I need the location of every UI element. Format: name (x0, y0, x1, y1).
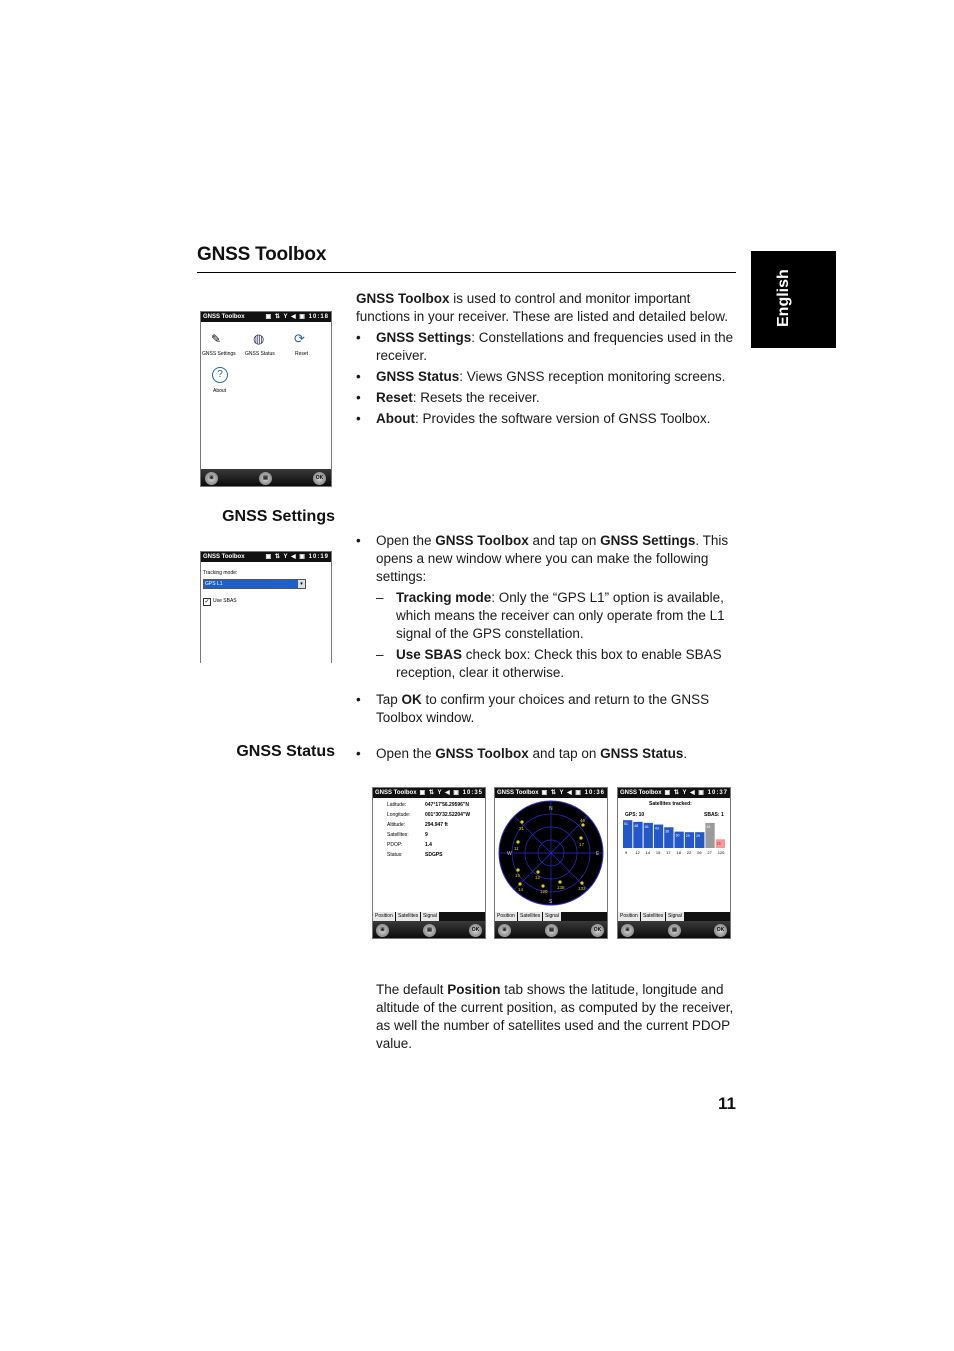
title-bar: GNSS Toolbox ▣ ⇅ Y ◀ ▣ 10:37 (620, 790, 728, 796)
list-item: • GNSS Settings: Constellations and frequencies used in the receiver. (356, 329, 738, 365)
position-row-label: Satellites: (387, 832, 409, 838)
tab-position: Position (497, 913, 515, 919)
chevron-down-icon: ▾ (298, 580, 305, 588)
prn-label: 27 (707, 850, 712, 855)
list-item: • Tap OK to confirm your choices and return to the GNSS Toolbox window. (356, 691, 738, 727)
list-item: • Open the GNSS Toolbox and tap on GNSS Settings. This opens a new window where you can make the following settings: – Tracking mode: Only the “GPS L1” option is available, which means the receiver can only operate from the L1 signal of the GPS constellation. – Use SBAS check box: Check this box to enable SBAS reception, clear it otherwise. (356, 532, 738, 682)
tab-row (373, 912, 485, 921)
start-icon: ⊞ (498, 924, 511, 937)
title-bar: GNSS Toolbox ▣ ⇅ Y ◀ ▣ 10:35 (375, 790, 483, 796)
signal-chart (621, 818, 727, 858)
sub-item-tracking: – Tracking mode: Only the “GPS L1” option is available, which means the receiver can only operate from the L1 signal of the GPS constellation. (376, 589, 738, 643)
ok-icon: OK (469, 924, 482, 937)
status-section (356, 745, 738, 766)
bar-value-label: 29 (685, 834, 690, 839)
sat-label: 15 (515, 873, 521, 878)
about-icon: ? (212, 367, 228, 383)
sat-label: 17 (579, 842, 585, 847)
prn-label: 15 (655, 850, 661, 855)
tab-signal: Signal (423, 913, 437, 919)
bar-value-label: 46 (644, 824, 649, 829)
icon-label-settings: GNSS Settings (202, 351, 236, 357)
compass-n: N (549, 806, 553, 812)
globe-icon: ◍ (253, 331, 265, 346)
status-icons: ▣ ⇅ Y ◀ ▣ (664, 790, 708, 796)
list-item: • About: Provides the software version of GNSS Toolbox. (356, 410, 738, 428)
position-row-label: Longitude: (387, 812, 411, 818)
bar-value-label: 48 (634, 823, 639, 828)
position-row-label: Latitude: (387, 802, 407, 808)
tracking-mode-label: Tracking mode: (203, 570, 238, 576)
ok-icon: OK (591, 924, 604, 937)
page-number: 11 (718, 1094, 736, 1113)
prn-label: 17 (666, 850, 671, 855)
title-rule (197, 272, 736, 273)
sub-item-sbas: – Use SBAS check box: Check this box to enable SBAS reception, clear it otherwise. (376, 646, 738, 682)
position-row-label: PDOP: (387, 842, 403, 848)
tracking-mode-select: GPS L1 ▾ (203, 579, 306, 589)
prn-label: 18 (676, 850, 681, 855)
prn-label: 9 (625, 850, 628, 855)
start-icon: ⊞ (205, 472, 218, 485)
start-icon: ⊞ (376, 924, 389, 937)
sat-label: 133 (578, 886, 586, 891)
start-icon: ⊞ (621, 924, 634, 937)
position-row-value: 9 (425, 832, 428, 838)
prn-label: 22 (686, 850, 692, 855)
section-heading-settings: GNSS Settings (222, 508, 335, 525)
settings-icon: ✎ (211, 332, 222, 346)
satellites-screenshot (494, 787, 608, 939)
tab-satellites: Satellites (520, 913, 541, 919)
tab-satellites: Satellites (643, 913, 664, 919)
position-row-label: Altitude: (387, 822, 406, 828)
tab-position: Position (620, 913, 638, 919)
language-tab (751, 251, 836, 348)
settings-list (356, 532, 738, 727)
sat-label: 11 (514, 846, 519, 851)
status-icons: ▣ ⇅ Y ◀ ▣ (265, 554, 309, 560)
icon-label-about: About (213, 388, 227, 394)
bar-value-label: 29 (696, 834, 701, 839)
bottom-bar (201, 469, 331, 486)
intro-section (356, 290, 738, 431)
position-tab-paragraph: The default Position tab shows the latitude, longitude and altitude of the current position, as computed by the receiver, as well the number of satellites used and the current PDOP value. (376, 982, 734, 1051)
sky-plot (498, 800, 604, 906)
keyboard-icon: ▤ (423, 924, 436, 937)
sat-label: 46 (580, 818, 586, 823)
keyboard-icon: ▤ (668, 924, 681, 937)
intro-list (356, 329, 738, 428)
intro-paragraph: GNSS Toolbox is used to control and monitor important functions in your receiver. These are listed and detailed below. (356, 291, 728, 324)
list-item: • GNSS Status: Views GNSS reception monitoring screens. (356, 368, 738, 386)
position-row-value: SDGPS (425, 852, 443, 858)
sat-label: 31 (519, 826, 525, 831)
language-tab-label: English (775, 269, 792, 327)
title-bar: GNSS Toolbox ▣ ⇅ Y ◀ ▣ 10:36 (497, 790, 605, 796)
toolbox-main-screenshot (200, 311, 332, 487)
prn-label: 120 (717, 850, 725, 855)
bar-value-label: 30 (675, 833, 680, 838)
prn-label: 26 (697, 850, 702, 855)
sat-label: 138 (557, 885, 565, 890)
status-icons: ▣ ⇅ Y ◀ ▣ (541, 790, 585, 796)
reset-icon: ⟳ (294, 331, 305, 346)
bar-value-label: 16 (716, 841, 721, 846)
title-bar: GNSS Toolbox ▣ ⇅ Y ◀ ▣ 10:19 (203, 554, 329, 560)
position-row-label: Status: (387, 852, 403, 858)
position-row-value: 047°17'56.29596"N (425, 802, 469, 808)
compass-s: S (549, 899, 553, 905)
signal-heading: Satellites tracked: (649, 801, 692, 807)
bar-value-label: 51 (624, 822, 628, 827)
ok-icon: OK (714, 924, 727, 937)
position-row-value: 1.4 (425, 842, 432, 848)
sbas-count: SBAS: 1 (704, 812, 724, 818)
tab-signal: Signal (668, 913, 682, 919)
compass-e: E (596, 851, 600, 857)
tab-signal: Signal (545, 913, 559, 919)
settings-section (356, 532, 738, 730)
ok-icon: OK (313, 472, 326, 485)
status-icons: ▣ ⇅ Y ◀ ▣ (265, 314, 309, 320)
prn-label: 12 (635, 850, 640, 855)
tab-row (618, 912, 730, 921)
list-item: • Reset: Resets the receiver. (356, 389, 738, 407)
status-icons: ▣ ⇅ Y ◀ ▣ (419, 790, 463, 796)
keyboard-icon: ▤ (259, 472, 272, 485)
position-screenshot (372, 787, 486, 939)
tab-satellites: Satellites (398, 913, 419, 919)
gps-count: GPS: 10 (625, 812, 645, 818)
sbas-checkbox: ✓ (204, 599, 210, 605)
title-bar: GNSS Toolbox ▣ ⇅ Y ◀ ▣ 10:18 (203, 314, 329, 320)
list-item: • Open the GNSS Toolbox and tap on GNSS Status. (356, 745, 738, 763)
prn-label: 14 (645, 850, 651, 855)
page-title: GNSS Toolbox (197, 244, 327, 265)
sat-label: 120 (540, 889, 548, 894)
sbas-label: Use SBAS (213, 598, 237, 604)
tab-row (495, 912, 607, 921)
bar-value-label: 46 (706, 824, 711, 829)
position-row-value: 001°30'32.52204"W (425, 812, 471, 818)
settings-screenshot (200, 551, 332, 663)
section-heading-status: GNSS Status (236, 743, 335, 760)
position-row-value: 294.947 ft (425, 822, 448, 828)
icon-label-status: GNSS Status (245, 351, 275, 357)
bar-value-label: 43 (654, 826, 659, 831)
signal-screenshot (617, 787, 731, 939)
sat-label: 12 (535, 875, 541, 880)
icon-label-reset: Reset (295, 351, 309, 357)
bar-value-label: 38 (665, 829, 670, 834)
keyboard-icon: ▤ (545, 924, 558, 937)
compass-w: W (507, 851, 512, 857)
sat-label: 14 (518, 887, 524, 892)
tab-position: Position (375, 913, 393, 919)
